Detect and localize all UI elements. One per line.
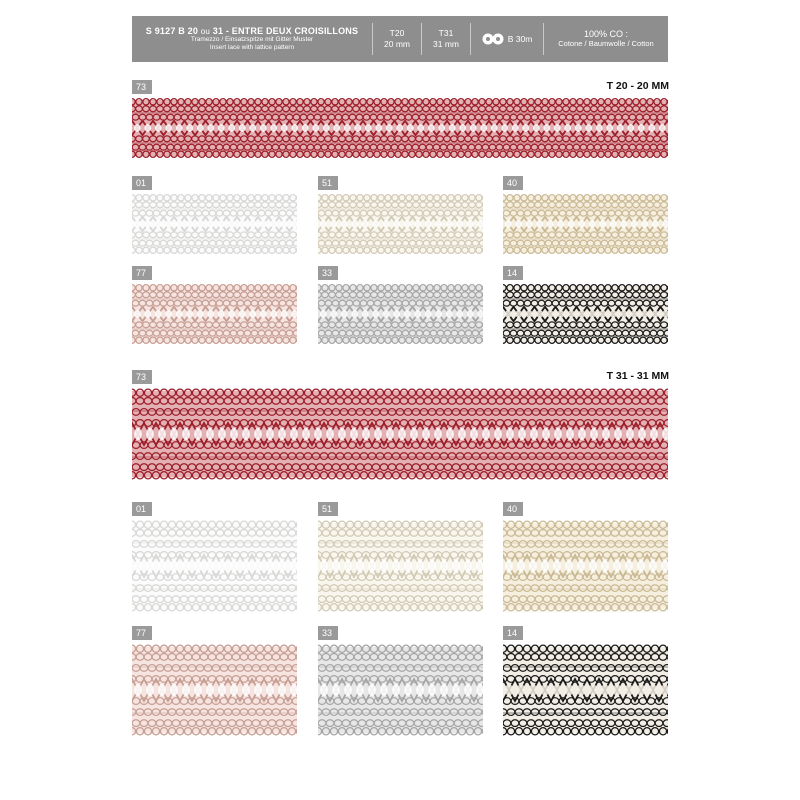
product-header (132, 16, 668, 62)
swatch-label: 77 (132, 266, 152, 280)
subtitle-en: Insert lace with lattice pattern (209, 44, 295, 51)
lace-swatch (318, 520, 483, 612)
reel-icon (482, 32, 504, 46)
composition-languages: Cotone / Baumwolle / Cotton (558, 39, 654, 48)
lace-swatch (132, 644, 297, 736)
composition: 100% CO : (583, 29, 629, 39)
lace-swatch (503, 520, 668, 612)
subtitle-it-de: Tramezzo / Einsatzspitze mit Gitter Muster (190, 36, 314, 43)
lace-swatch (318, 644, 483, 736)
swatch-label: 01 (132, 176, 152, 190)
product-reference (146, 26, 358, 36)
reference-code: S 9127 B 20 (145, 26, 199, 36)
reel-length-cell (471, 16, 543, 62)
lace-swatch (318, 194, 483, 254)
size-t31-cell (422, 16, 470, 62)
reel-length: B 30m (507, 34, 533, 44)
swatch-label: 73 (132, 370, 152, 384)
lace-swatch (503, 284, 668, 344)
composition-cell (544, 16, 668, 62)
lace-swatch (503, 644, 668, 736)
lace-swatch (132, 520, 297, 612)
swatch-label: 33 (318, 626, 338, 640)
lace-swatch-hero (132, 98, 668, 158)
header-title-block (132, 16, 372, 62)
size-t20-code: T20 (389, 28, 405, 38)
swatch-label: 14 (503, 626, 523, 640)
reference-name: 31 - ENTRE DEUX CROISILLONS (212, 26, 359, 36)
swatch-label: 40 (503, 176, 523, 190)
reference-join: ou (200, 27, 211, 36)
size-t31-code: T31 (438, 28, 454, 38)
swatch-label: 51 (318, 176, 338, 190)
swatch-label: 14 (503, 266, 523, 280)
lace-swatch (132, 194, 297, 254)
size-t20-mm: 20 mm (384, 39, 410, 49)
size-t31-mm: 31 mm (433, 39, 459, 49)
lace-swatch-hero (132, 388, 668, 480)
lace-swatch (132, 284, 297, 344)
swatch-label: 01 (132, 502, 152, 516)
swatch-label: 40 (503, 502, 523, 516)
size-title: T 20 - 20 MM (606, 80, 669, 92)
size-t20-cell (373, 16, 421, 62)
swatch-label: 33 (318, 266, 338, 280)
lace-swatch (503, 194, 668, 254)
swatch-label: 51 (318, 502, 338, 516)
size-title: T 31 - 31 MM (606, 370, 669, 382)
swatch-label: 77 (132, 626, 152, 640)
lace-swatch (318, 284, 483, 344)
swatch-label: 73 (132, 80, 152, 94)
